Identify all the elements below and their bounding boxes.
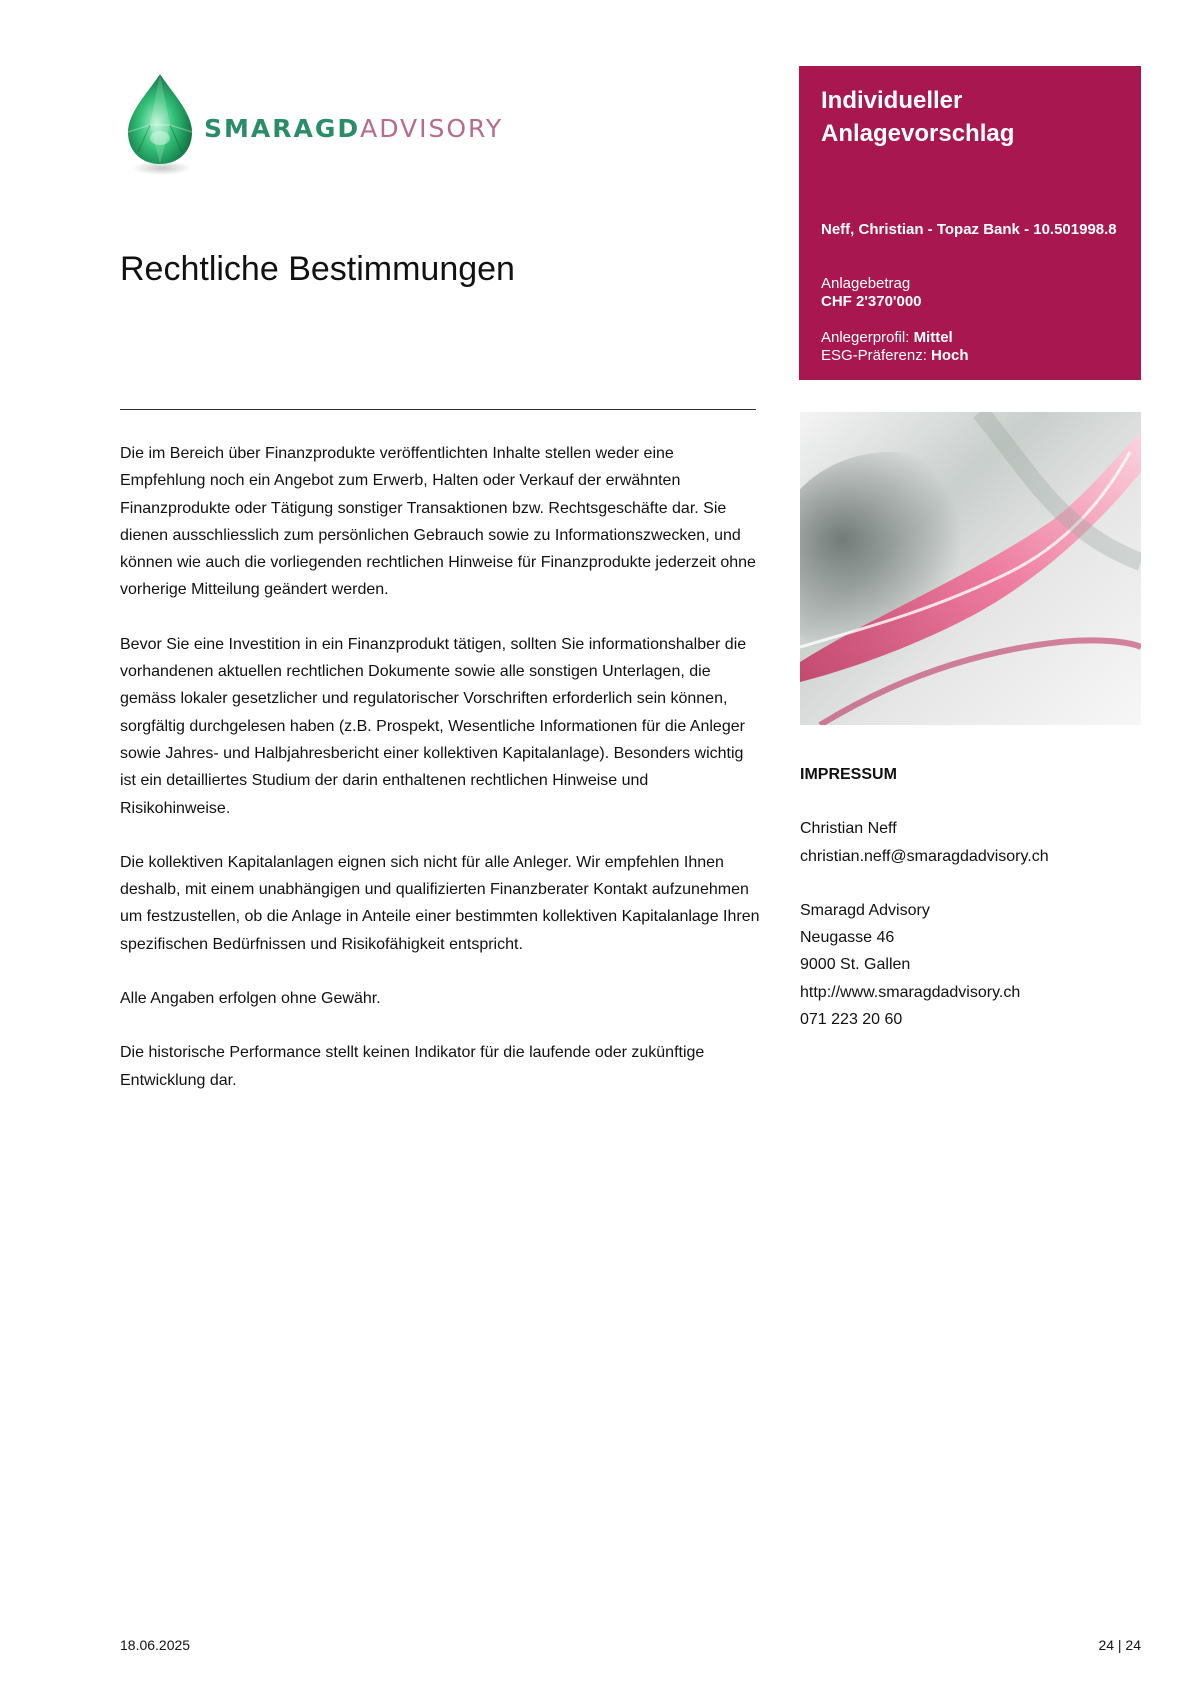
esg-value: Hoch [931,347,969,364]
logo-wordmark [204,114,503,143]
amount-value: CHF 2'370'000 [821,293,922,310]
company-phone: 071 223 20 60 [800,1011,903,1029]
legal-paragraph: Die historische Performance stellt keinen Indikator für die laufende oder zukünftige Entwicklung dar. [120,1044,705,1089]
emerald-gem-icon [120,70,200,180]
decorative-abstract-image [800,412,1141,725]
proposal-info-box [799,66,1141,380]
page-number: 24 | 24 [1098,1637,1141,1653]
company-street: Neugasse 46 [800,929,895,947]
amount-label: Anlagebetrag [821,275,911,292]
company-city: 9000 St. Gallen [800,956,911,974]
legal-paragraph: Die kollektiven Kapitalanlagen eignen sich nicht für alle Anleger. Wir empfehlen Ihnen deshalb, mit einem unabhängigen und qualifizierten Finanzberater Kontakt aufzunehmen um festzustellen, ob die Anlage in Anteile einer bestimmten kollektiven Kapitalanlage Ihren spezifischen Bedürfnissen und Risikofähigkeit entspricht. [120,853,760,953]
esg-label: ESG-Präferenz: [821,347,927,364]
logo-word-advisory: ADVISORY [360,114,504,143]
title-divider [120,409,756,410]
contact-email[interactable]: christian.neff@smaragdadvisory.ch [800,847,1049,865]
footer-date: 18.06.2025 [120,1637,191,1653]
company-website[interactable]: http://www.smaragdadvisory.ch [800,983,1021,1001]
impressum [800,761,1049,1033]
contact-name: Christian Neff [800,820,897,838]
legal-paragraph: Alle Angaben erfolgen ohne Gewähr. [120,990,381,1008]
profile-value: Mittel [913,329,953,346]
proposal-title-line1: Individueller [821,87,963,114]
impressum-heading: IMPRESSUM [800,766,897,783]
investment-amount [821,275,922,311]
profile-label: Anlegerprofil: [821,329,910,346]
proposal-title [821,84,1119,150]
legal-paragraph: Bevor Sie eine Investition in ein Finanzprodukt tätigen, sollten Sie informationshalber die vorhandenen aktuellen rechtlichen Dokumente sowie alle sonstigen Unterlagen, die gemäss lokaler gesetzlicher und regulatorischer Vorschriften erforderlich sein können, sorgfältig durchgelesen haben (z.B. Prospekt, Wesentliche Informationen für die Anleger sowie Jahres- und Halbjahresbericht einer kollektiven Kapitalanlage). Besonders wichtig ist ein detailliertes Studium der darin enthaltenen rechtlichen Hinweise und Risikohinweise. [120,635,747,817]
legal-text [120,440,760,1121]
logo-word-smaragd: SMARAGD [204,114,361,143]
company-name: Smaragd Advisory [800,901,930,919]
proposal-title-line2: Anlagevorschlag [821,120,1015,147]
investor-profile [821,329,969,365]
page-title: Rechtliche Bestimmungen [120,250,515,288]
legal-paragraph: Die im Bereich über Finanzprodukte veröffentlichten Inhalte stellen weder eine Empfehlung noch ein Angebot zum Erwerb, Halten oder Verkauf der erwähnten Finanzprodukte oder Tätigung sonstiger Transaktionen bzw. Rechtsgeschäfte dar. Sie dienen ausschliesslich zum persönlichen Gebrauch sowie zu Informationszwecken, und können wie auch die vorliegenden rechtlichen Hinweise für Finanzprodukte jederzeit ohne vorherige Mitteilung geändert werden. [120,445,756,599]
client-reference: Neff, Christian - Topaz Bank - 10.501998.8 [821,221,1117,238]
